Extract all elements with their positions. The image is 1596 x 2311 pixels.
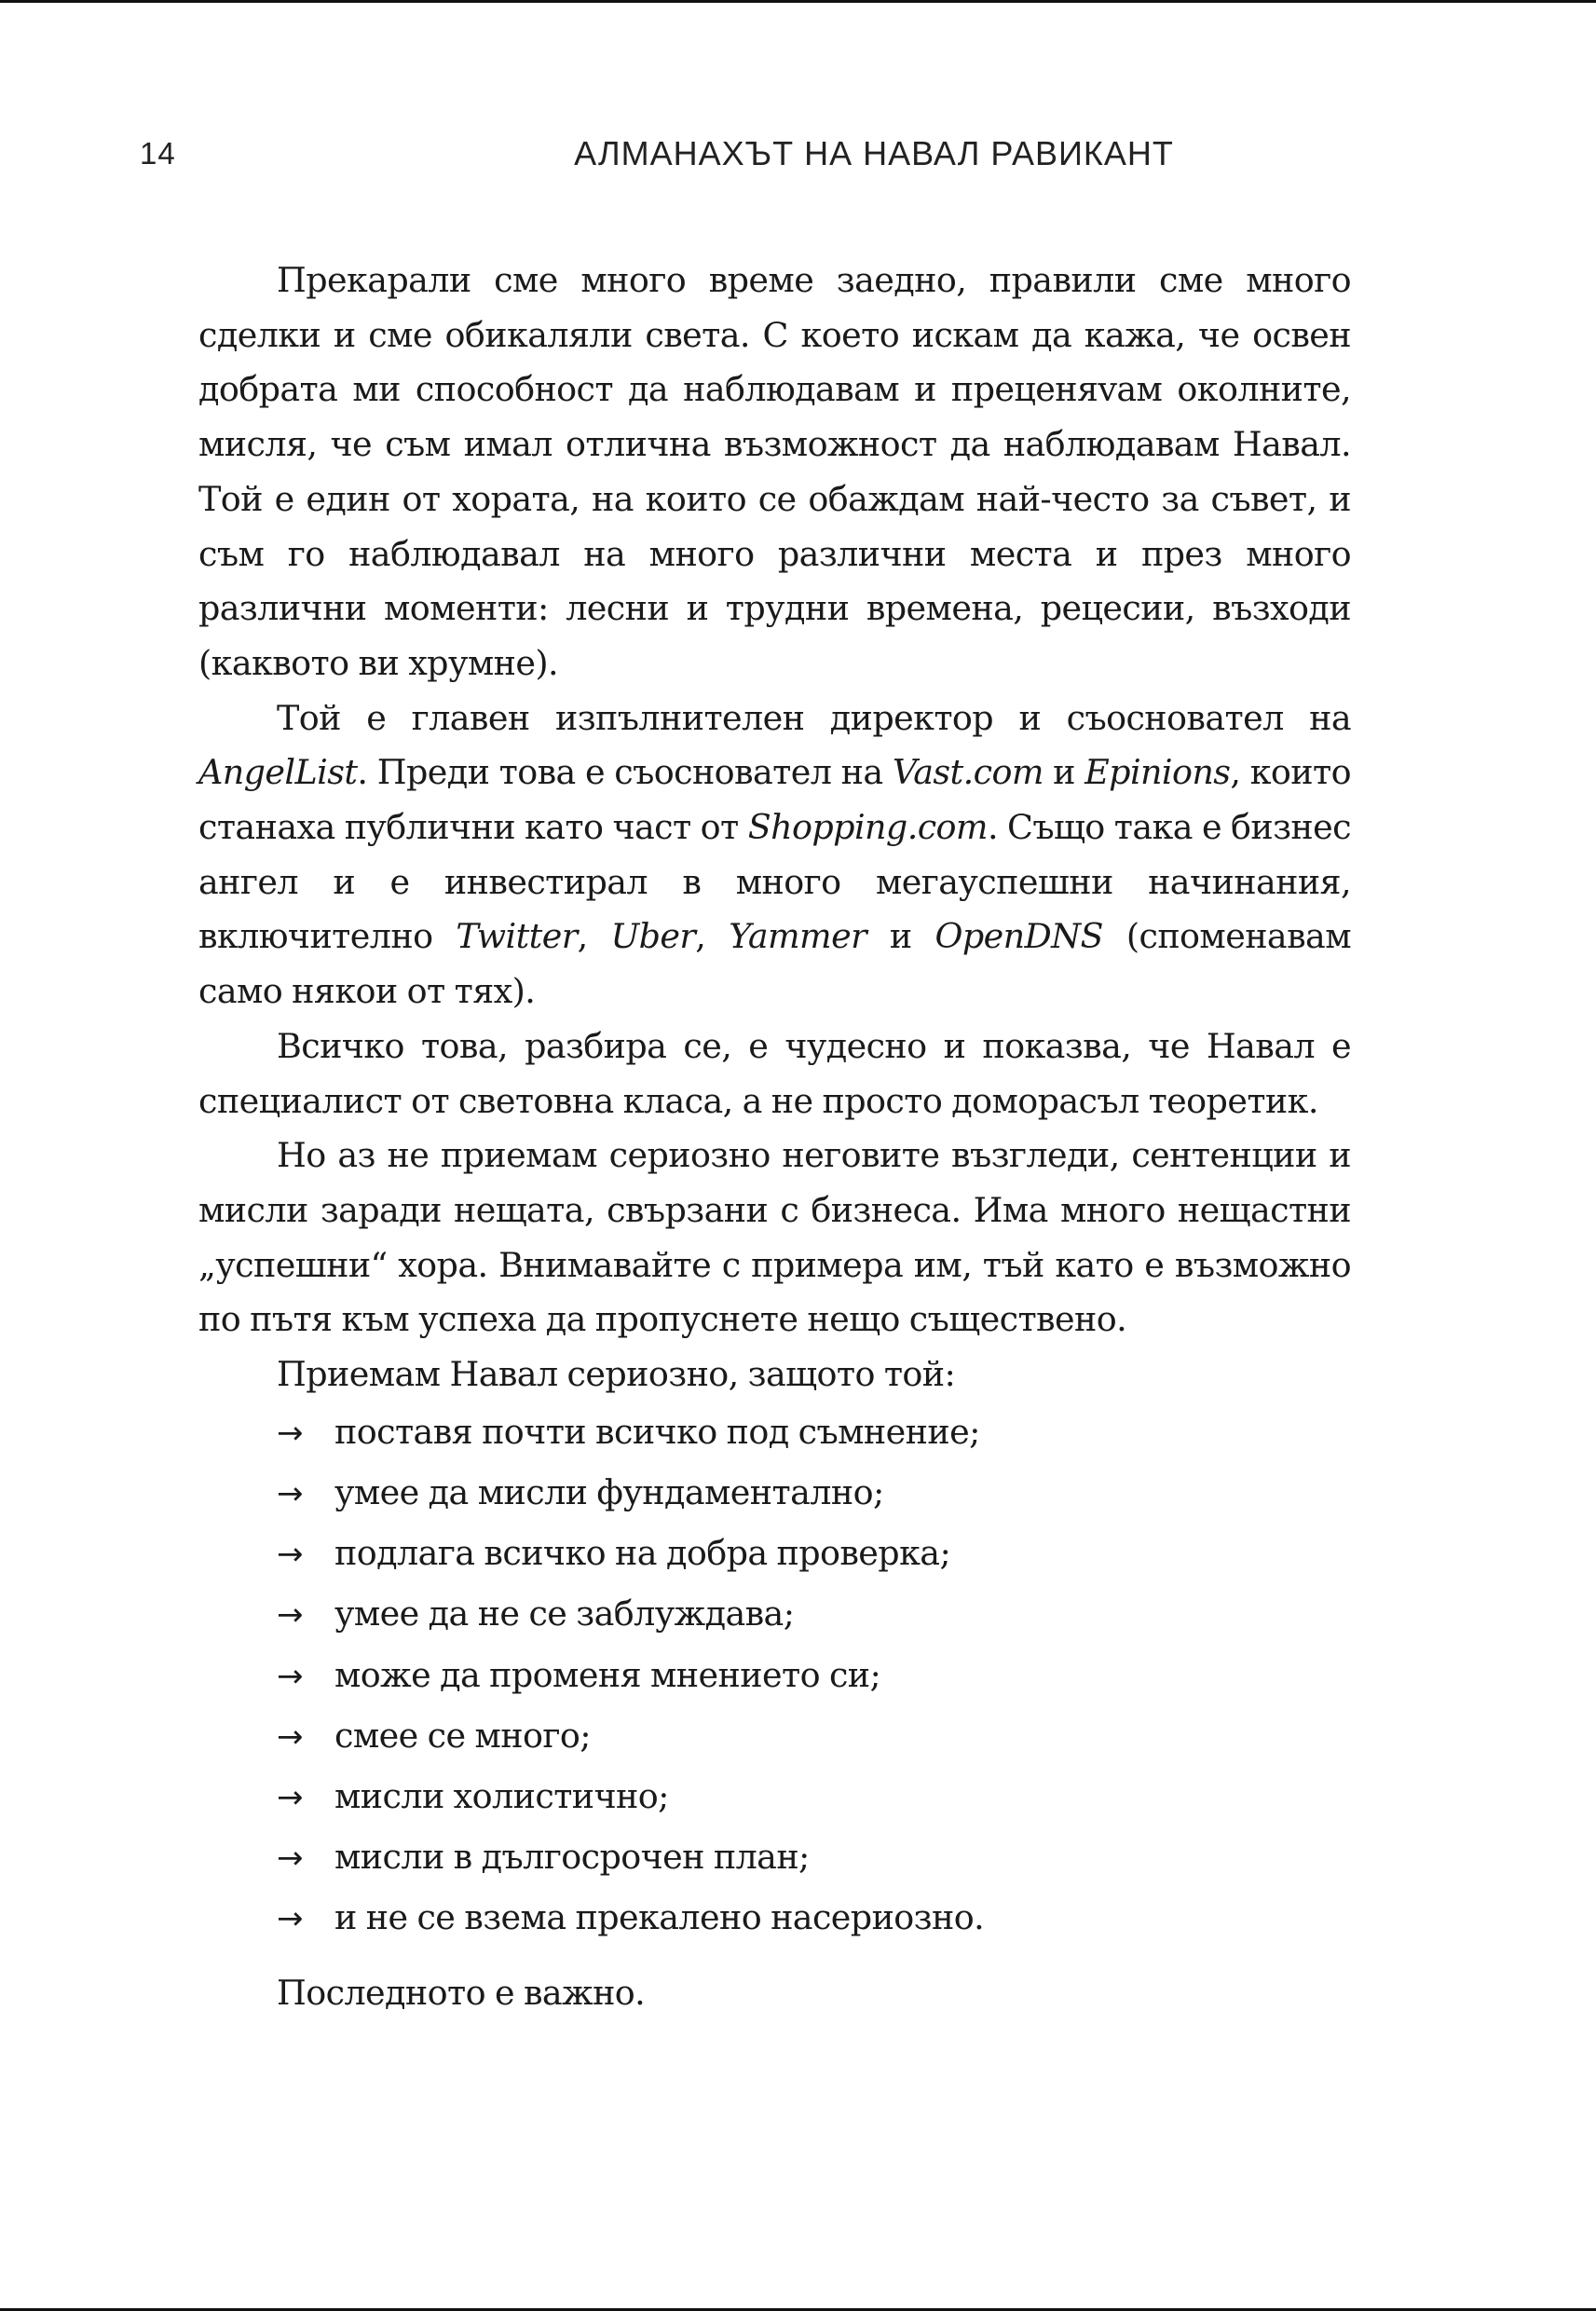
paragraph-2 bbox=[198, 691, 1351, 1019]
list-item bbox=[198, 1827, 1351, 1888]
p2-text: и bbox=[866, 916, 935, 957]
list-item bbox=[198, 1584, 1351, 1645]
paragraph-3: Всичко това, разбира се, е чудесно и показва, че Навал е специалист от световна класа, а не просто доморасъл теоретик. bbox=[198, 1025, 1351, 1121]
p2-text: . Преди това е съосновател на bbox=[357, 752, 893, 793]
company-twitter: Twitter bbox=[456, 916, 578, 957]
arrow-right-icon: → bbox=[277, 1474, 303, 1512]
p2-text: и bbox=[1043, 752, 1085, 793]
list-item-text: умее да не се заблуждава; bbox=[334, 1593, 795, 1634]
paragraph-4: Но аз не приемам сериозно неговите възгледи, сентенции и мисли заради нещата, свързани с бизнеса. Има много нещастни „успешни“ хора. Внимавайте с примера им, тъй като е възможно по пътя към успеха да пропуснете нещо съществено. bbox=[198, 1135, 1351, 1340]
arrow-right-icon: → bbox=[277, 1596, 303, 1634]
list-item bbox=[198, 1767, 1351, 1827]
company-epinions: Epinions bbox=[1084, 752, 1231, 793]
arrow-right-icon: → bbox=[277, 1839, 303, 1878]
arrow-right-icon: → bbox=[277, 1717, 303, 1756]
list-item-text: и не се взема прекалено насериозно. bbox=[334, 1897, 985, 1938]
list-item-text: смее се много; bbox=[334, 1715, 591, 1756]
list-item-text: умее да мисли фундаментално; bbox=[334, 1471, 884, 1512]
list-item-text: поставя почти всичко под съмнение; bbox=[334, 1411, 980, 1452]
p2-text: , bbox=[577, 916, 611, 957]
list-item bbox=[198, 1706, 1351, 1767]
list-item bbox=[198, 1402, 1351, 1463]
arrow-right-icon: → bbox=[277, 1536, 303, 1574]
arrow-right-icon: → bbox=[277, 1414, 303, 1452]
company-yammer: Yammer bbox=[729, 916, 866, 957]
running-title: АЛМАНАХЪТ НА НАВАЛ РАВИКАНТ bbox=[574, 134, 1174, 172]
company-opendns: OpenDNS bbox=[934, 916, 1103, 957]
list-item-text: може да променя мнението си; bbox=[334, 1654, 881, 1695]
list-item bbox=[198, 1524, 1351, 1584]
company-shopping: Shopping.com bbox=[747, 807, 988, 848]
list-item-text: мисли холистично; bbox=[334, 1775, 669, 1816]
paragraph-1: Прекарали сме много време заедно, правили сме много сделки и сме обикаляли света. С което искам да кажа, че освен добрата ми способност да наблюдавам и преценяvам околните, мисля, че съм имал отлична възможност да наблюдавам Навал. Той е един от хората, на които се обаждам най-често за съвет, и съм го наблюдавал на много различни места и през много различни моменти: лесни и трудни времена, рецесии, възходи (каквото ви хрумне). bbox=[198, 260, 1351, 683]
p2-text: , които станаха публични като част от bbox=[198, 752, 1351, 848]
arrow-right-icon: → bbox=[277, 1657, 303, 1695]
page-number: 14 bbox=[140, 136, 176, 171]
company-uber: Uber bbox=[610, 916, 696, 957]
p2-text: . Също така е бизнес ангел и е инвестирал в много мегауспешни начинания, включително bbox=[198, 807, 1352, 957]
company-angellist: AngelList bbox=[198, 752, 358, 793]
company-vast: Vast.com bbox=[892, 752, 1044, 793]
p2-text: Той е главен изпълнителен директор и съосновател на bbox=[277, 697, 1351, 738]
list-item-text: подлага всичко на добра проверка; bbox=[334, 1533, 951, 1574]
arrow-right-icon: → bbox=[277, 1778, 303, 1816]
list-intro: Приемам Навал сериозно, защото той: bbox=[277, 1354, 956, 1395]
list-item bbox=[198, 1646, 1351, 1706]
p2-text: , bbox=[695, 916, 730, 957]
body-text bbox=[198, 253, 1351, 2020]
top-rule bbox=[0, 0, 1596, 3]
list-item-text: мисли в дългосрочен план; bbox=[334, 1837, 810, 1878]
bullet-list bbox=[198, 1402, 1351, 1949]
list-item bbox=[198, 1463, 1351, 1524]
p2-text: (споменавам само някои от тях). bbox=[198, 916, 1351, 1012]
closing-line: Последното е важно. bbox=[277, 1972, 646, 2013]
arrow-right-icon: → bbox=[277, 1900, 303, 1938]
list-item bbox=[198, 1888, 1351, 1949]
